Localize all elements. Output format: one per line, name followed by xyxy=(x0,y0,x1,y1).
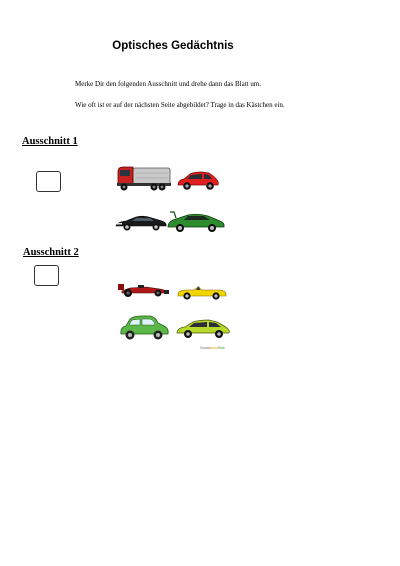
footer-logo: GrundschulKids xyxy=(200,346,225,350)
answer-box-2[interactable] xyxy=(34,265,59,286)
yellow-convertible-car-icon xyxy=(176,283,228,301)
black-sports-car-icon xyxy=(114,214,168,232)
answer-box-1[interactable] xyxy=(36,171,61,192)
section-heading-2: Ausschnitt 2 xyxy=(23,247,79,258)
section-heading-1: Ausschnitt 1 xyxy=(22,136,78,147)
lime-hatchback-car-icon xyxy=(175,318,231,340)
red-hatchback-car-icon xyxy=(176,170,220,192)
green-vintage-car-icon xyxy=(118,314,170,342)
instruction-line-1: Merke Dir den folgenden Ausschnitt und drehe dann das Blatt um. xyxy=(75,80,262,88)
page-title: Optisches Gedächtnis xyxy=(112,40,234,52)
red-truck-icon xyxy=(116,164,172,192)
instruction-line-2: Wie oft ist er auf der nächsten Seite abgebildet? Trage in das Kästchen ein. xyxy=(75,101,285,109)
green-sports-car-icon xyxy=(166,210,226,234)
formula-one-car-icon xyxy=(116,281,170,299)
